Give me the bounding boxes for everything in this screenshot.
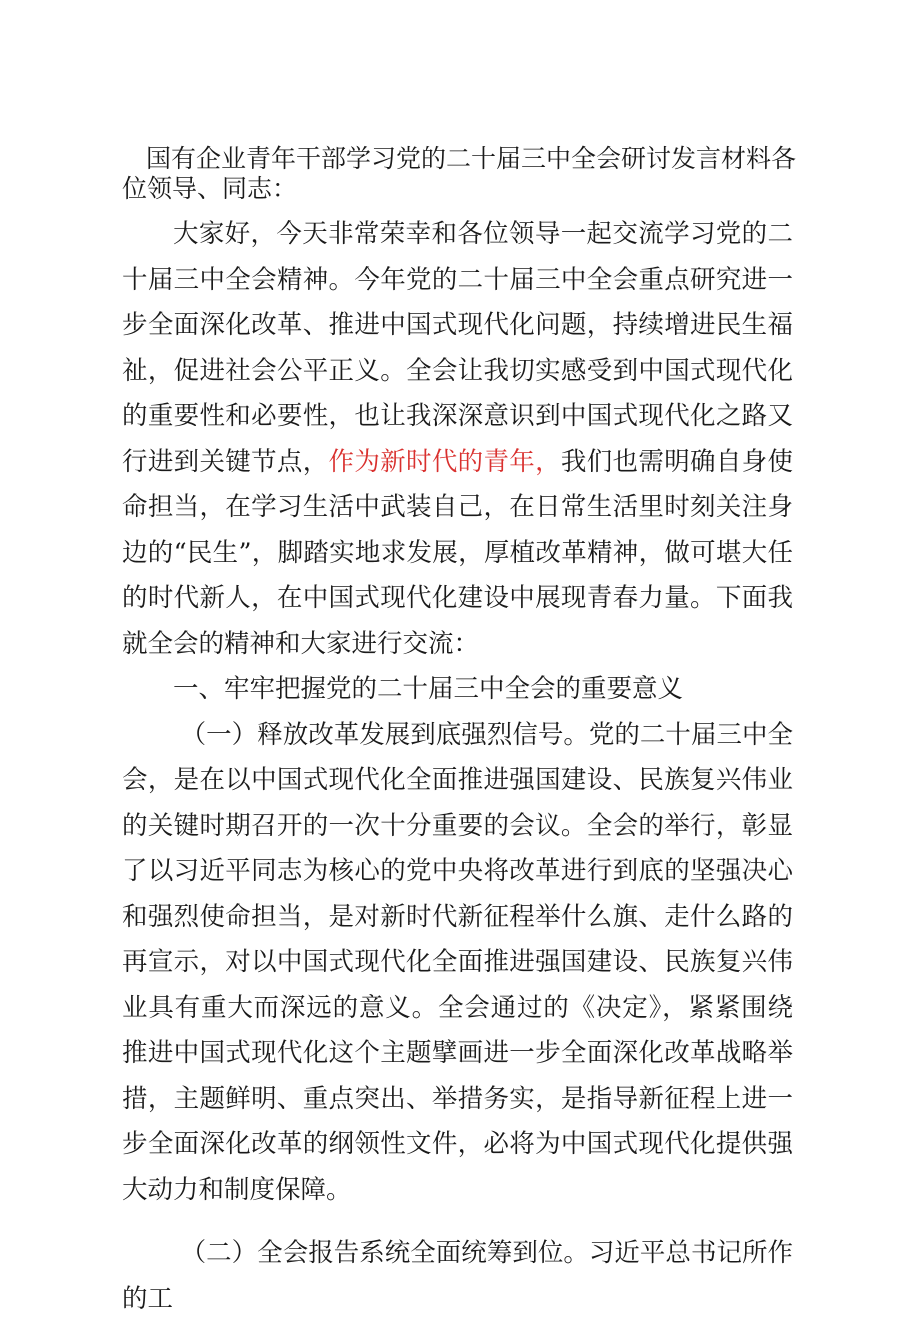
highlighted-text: 作为新时代的青年，: [328, 446, 561, 477]
section-heading: 一、牢牢把握党的二十届三中全会的重要意义: [173, 674, 684, 704]
intro-text: 大家好，今天非常荣幸和各位领导一起交流学习党的二十届三中全会精神。今年党的二十届三中全会重点研究进一步全面深化改革、推进中国式现代化问题，持续增进民生福祉，促进社会公平正义。全会让我切实感受到中国式现代化的重要性和必要性，也让我深深意识到中国式现代化之路又行进到关键节点，: [122, 219, 793, 477]
subsection-paragraph-2: （二）全会报告系统全面统筹到位。习近平总书记所作的工: [122, 1238, 793, 1314]
subsection-paragraph-1: （一）释放改革发展到底强烈信号。党的二十届三中全会，是在以中国式现代化全面推进强国建设、民族复兴伟业的关键时期召开的一次十分重要的会议。全会的举行，彰显了以习近平同志为核心的党中央将改革进行到底的坚强决心和强烈使命担当，是对新时代新征程举什么旗、走什么路的再宣示，对以中国式现代化全面推进强国建设、民族复兴伟业具有重大而深远的意义。全会通过的《决定》，紧紧围绕推进中国式现代化这个主题擘画进一步全面深化改革战略举措，主题鲜明、重点突出、举措务实，是指导新征程上进一步全面深化改革的纲领性文件，必将为中国式现代化提供强大动力和制度保障。: [122, 719, 793, 1205]
document-title: 国有企业青年干部学习党的二十届三中全会研讨发言材料各位领导、同志：: [122, 144, 797, 203]
intro-paragraph: [122, 212, 793, 667]
intro-text-continued: 我们也需明确自身使命担当，在学习生活中武装自己，在日常生活里时刻关注身边的“民生”，脚踏实地求发展，厚植改革精神，做可堪大任的时代新人，在中国式现代化建设中展现青春力量。下面我就全会的精神和大家进行交流：: [122, 446, 793, 659]
document-body: [122, 212, 793, 1322]
